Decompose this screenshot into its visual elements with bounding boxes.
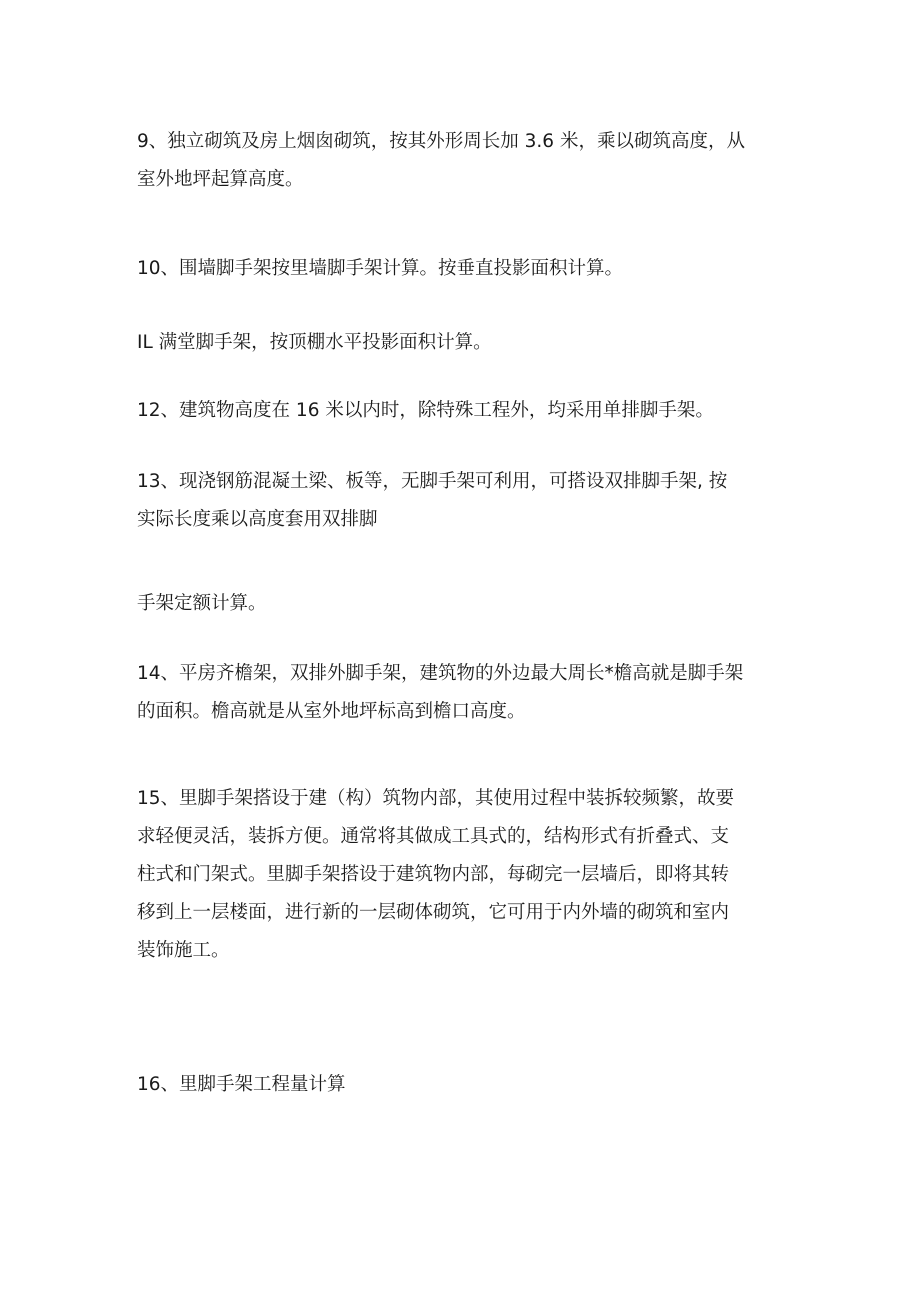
paragraph-item-14 (137, 655, 797, 731)
paragraph-item-13 (137, 463, 797, 539)
paragraph-item-16 (137, 1066, 797, 1104)
text-line: 实际长度乘以高度套用双排脚 (137, 509, 378, 530)
paragraph-item-13-continued (137, 585, 797, 623)
paragraph-item-9 (137, 123, 797, 199)
text-line: 9、独立砌筑及房上烟囱砌筑，按其外形周长加 3.6 米，乘以砌筑高度，从 (137, 131, 745, 152)
text-line: 移到上一层楼面，进行新的一层砌体砌筑，它可用于内外墙的砌筑和室内 (137, 902, 730, 923)
text-line: 手架定额计算。 (137, 593, 267, 614)
paragraph-item-12 (137, 392, 797, 430)
paragraph-item-15 (137, 780, 797, 970)
text-line: 12、建筑物高度在 16 米以内时，除特殊工程外，均采用单排脚手架。 (137, 400, 714, 421)
paragraph-item-10 (137, 250, 797, 288)
paragraph-item-11 (137, 324, 797, 362)
text-line: 室外地坪起算高度。 (137, 169, 304, 190)
text-line: IL 满堂脚手架，按顶棚水平投影面积计算。 (137, 332, 492, 353)
text-line: 14、平房齐檐架，双排外脚手架，建筑物的外边最大周长*檐高就是脚手架 (137, 663, 744, 684)
text-line: 16、里脚手架工程量计算 (137, 1074, 346, 1095)
text-line: 的面积。檐高就是从室外地坪标高到檐口高度。 (137, 701, 526, 722)
text-line: 15、里脚手架搭设于建（构）筑物内部，其使用过程中装拆较频繁，故要 (137, 788, 735, 809)
text-line: 13、现浇钢筋混凝土梁、板等，无脚手架可利用，可搭设双排脚手架, 按 (137, 471, 728, 492)
text-line: 10、围墙脚手架按里墙脚手架计算。按垂直投影面积计算。 (137, 258, 624, 279)
text-line: 装饰施工。 (137, 940, 230, 961)
text-line: 求轻便灵活，装拆方便。通常将其做成工具式的，结构形式有折叠式、支 (137, 826, 730, 847)
text-line: 柱式和门架式。里脚手架搭设于建筑物内部，每砌完一层墙后，即将其转 (137, 864, 730, 885)
